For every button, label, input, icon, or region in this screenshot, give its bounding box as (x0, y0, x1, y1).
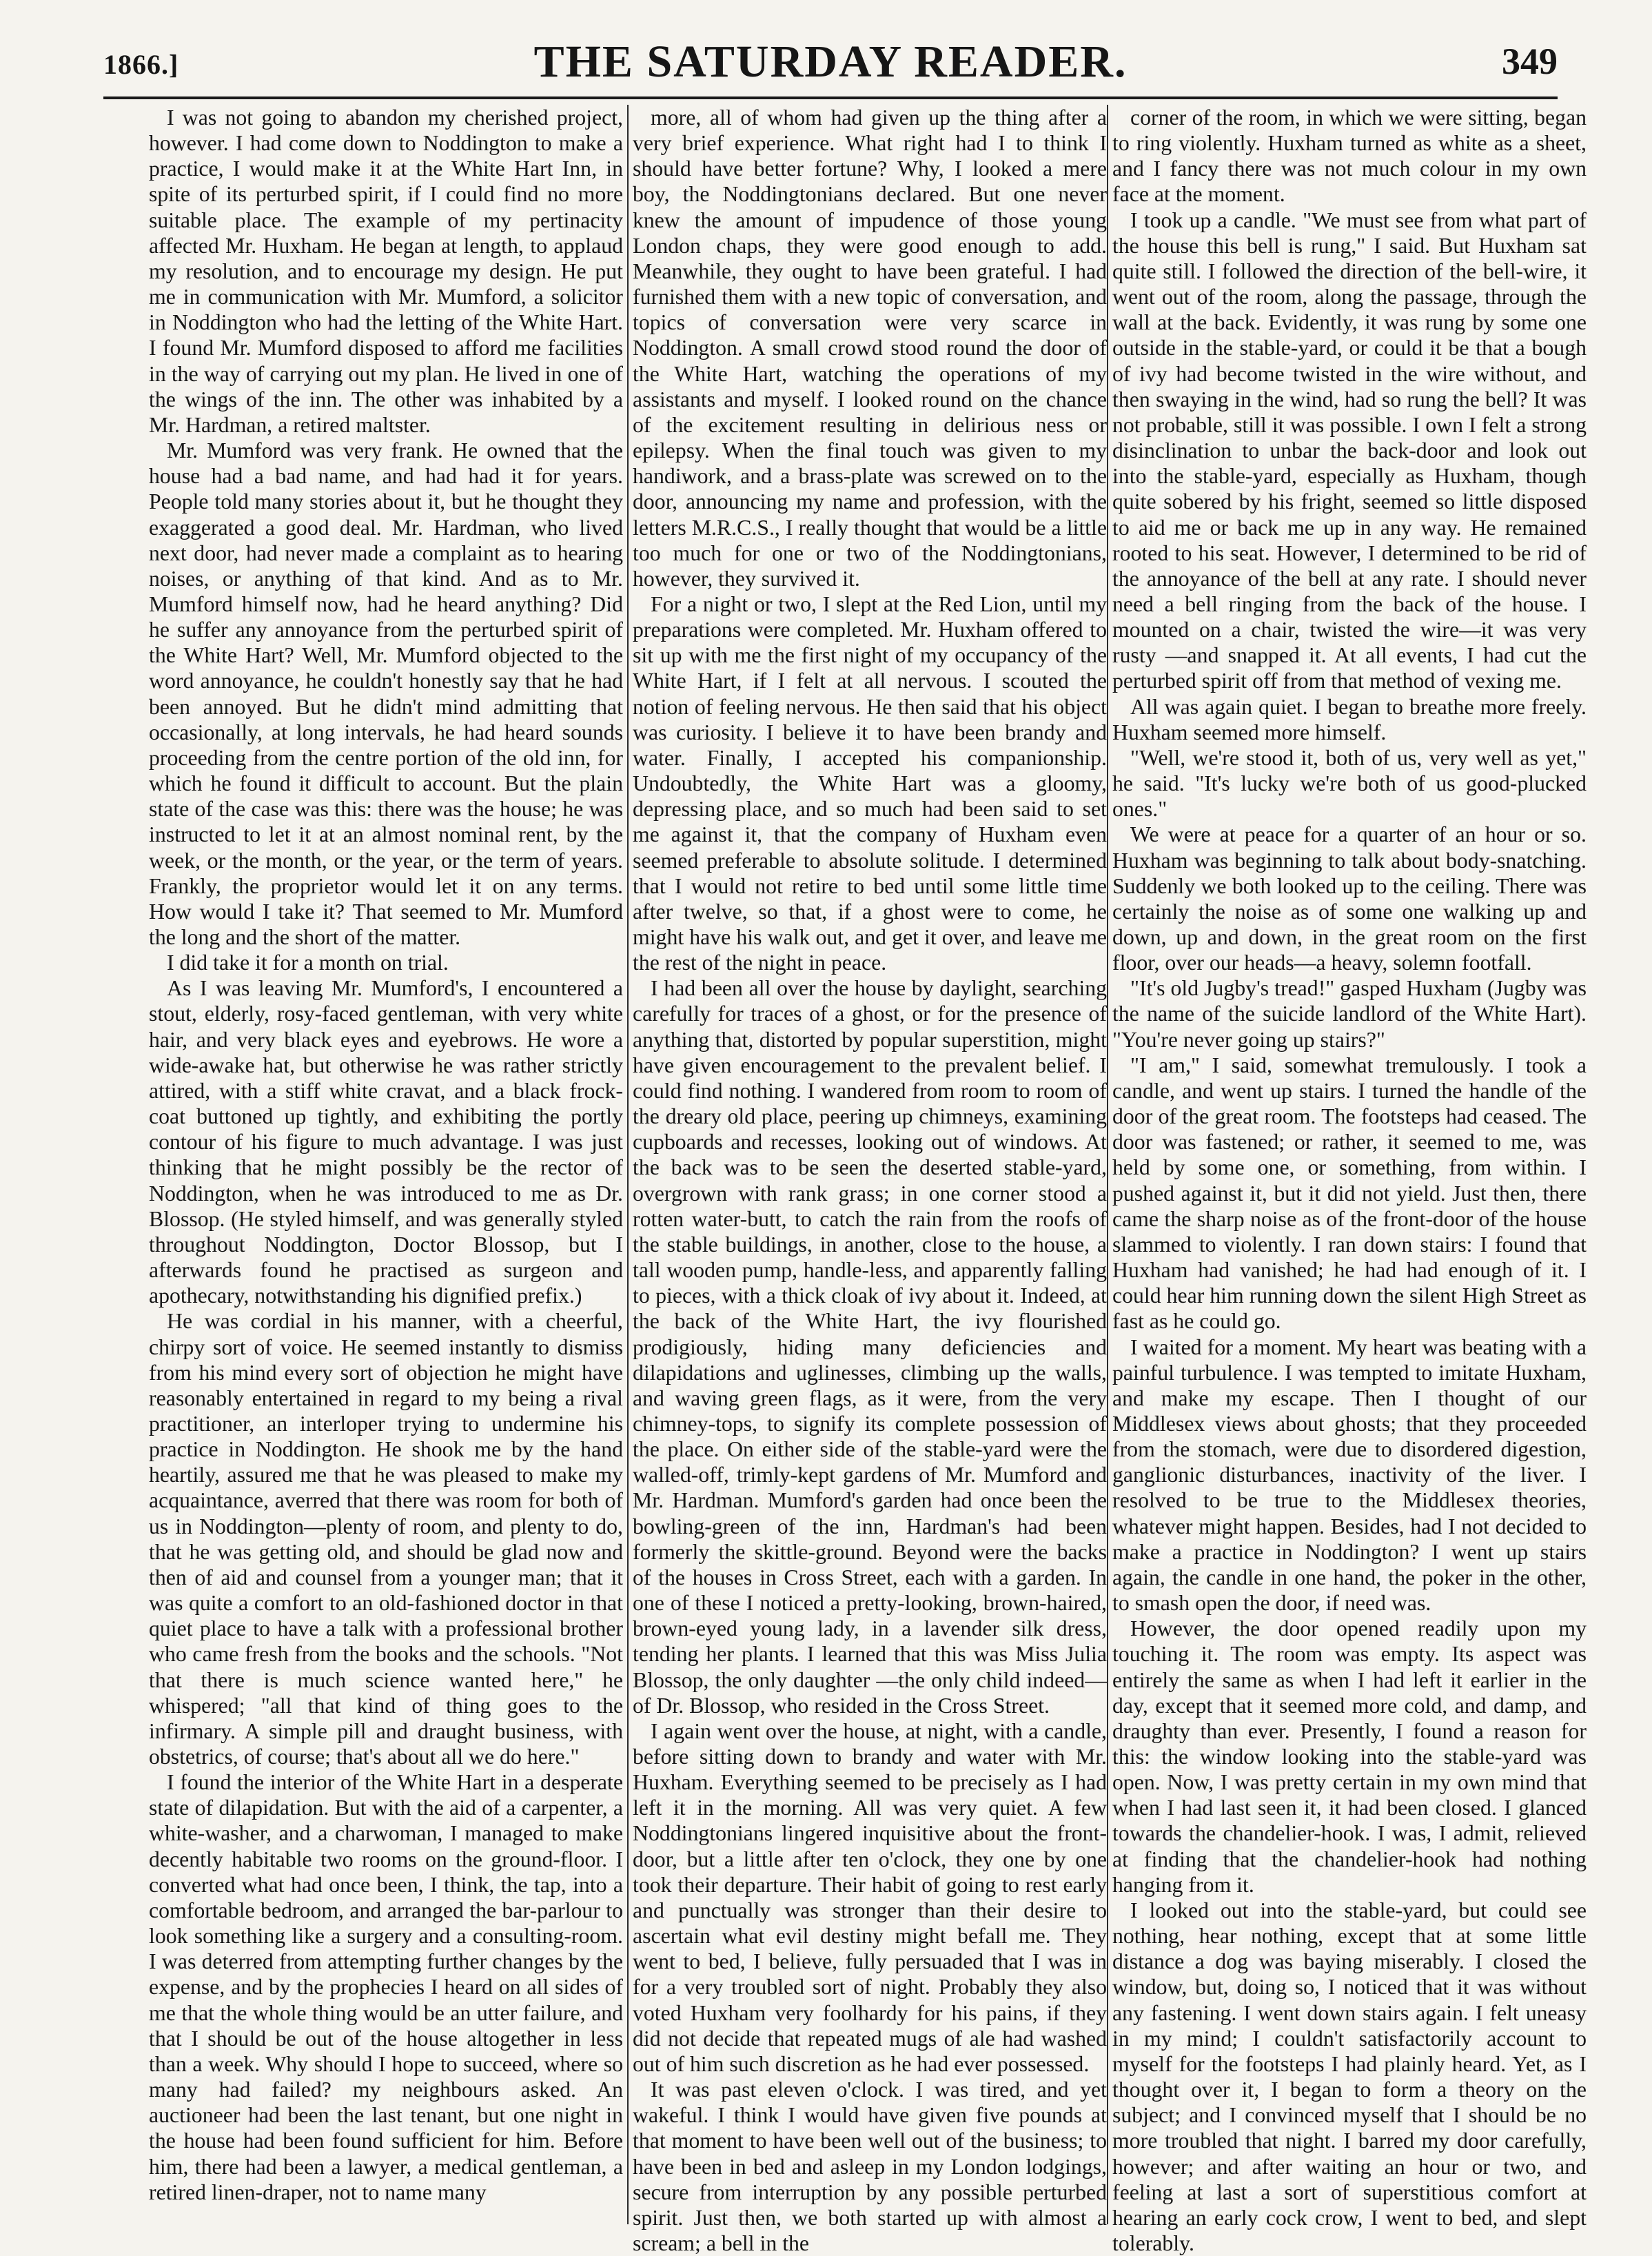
article-paragraph: I was not going to abandon my cherished project, however. I had come down to Noddington to make a practice, I would make it at the White Hart Inn, in spite of its perturbed spirit, if I could find no more suitable place. The example of my pertinacity affected Mr. Huxham. He began at length, to applaud my resolution, and to encourage my design. He put me in communication with Mr. Mumford, a solicitor in Noddington who had the letting of the White Hart. I found Mr. Mumford disposed to afford me facilities in the way of carrying out my plan. He lived in one of the wings of the inn. The other was inhabited by a Mr. Hardman, a retired maltster. (149, 105, 623, 437)
page-number: 349 (1502, 41, 1558, 82)
article-paragraph: I looked out into the stable-yard, but could see nothing, hear nothing, except that at some little distance a dog was baying miserably. I closed the window, but, doing so, I noticed that it was without any fastening. I went down stairs again. I felt uneasy in my mind; I couldn't satisfactorily account to myself for the footsteps I had plainly heard. Yet, as I thought over it, I began to form a theory on the subject; and I convinced myself that I should be no more troubled that night. I barred my door carefully, however; and after waiting an hour or two, and feeling at last a sort of superstitious comfort at hearing an early cock crow, I went to bed, and slept tolerably. (1112, 1898, 1587, 2255)
header-rule (103, 96, 1558, 99)
column-1 (149, 105, 623, 2221)
article-paragraph: I had been all over the house by daylight, searching carefully for traces of a ghost, or for the presence of anything that, distorted by popular superstition, might have given encouragement to the prevalent belief. I could find nothing. I wandered from room to room of the dreary old place, peering up chimneys, examining cupboards and recesses, looking out of windows. At the back was to be seen the deserted stable-yard, overgrown with rank grass; in one corner stood a rotten water-butt, to catch the rain from the roofs of the stable buildings, in another, close to the house, a tall wooden pump, handle-less, and apparently falling to pieces, with a thick cloak of ivy about it. Indeed, at the back of the White Hart, the ivy flourished prodigiously, hiding many deficiencies and dilapidations and uglinesses, climbing up the walls, and waving green flags, as it were, from the very chimney-tops, to signify its complete possession of the place. On either side of the stable-yard were the walled-off, trimly-kept gardens of Mr. Mumford and Mr. Hardman. Mumford's garden had once been the bowling-green of the inn, Hardman's had been formerly the skittle-ground. Beyond were the backs of the houses in Cross Street, each with a garden. In one of these I noticed a pretty-looking, brown-haired, brown-eyed young lady, in a lavender silk dress, tending her plants. I learned that this was Miss Julia Blossop, the only daughter —the only child indeed—of Dr. Blossop, who resided in the Cross Street. (633, 976, 1107, 1718)
article-paragraph: It was past eleven o'clock. I was tired, and yet wakeful. I think I would have given five pounds at that moment to have been well out of the business; to have been in bed and asleep in my London lodgings, secure from interruption by any possible perturbed spirit. Just then, we both started up with almost a scream; a bell in the (633, 2077, 1107, 2255)
article-paragraph: "Well, we're stood it, both of us, very well as yet," he said. "It's lucky we're both of us good-plucked ones." (1112, 745, 1587, 822)
article-paragraph: I found the interior of the White Hart in a desperate state of dilapidation. But with the aid of a carpenter, a white-washer, and a charwoman, I managed to make decently habitable two rooms on the ground-floor. I converted what had once been, I think, the tap, into a comfortable bedroom, and arranged the bar-parlour to look something like a surgery and a consulting-room. I was deterred from attempting further changes by the expense, and by the prophecies I heard on all sides of me that the whole thing would be an utter failure, and that I should be out of the house altogether in less than a week. Why should I hope to succeed, where so many had failed? my neighbours asked. An auctioneer had been the last tenant, but one night in the house had been found sufficient for him. Before him, there had been a lawyer, a medical gentleman, a retired linen-draper, not to name many (149, 1770, 623, 2204)
article-paragraph: However, the door opened readily upon my touching it. The room was empty. Its aspect was entirely the same as when I had left it earlier in the day, except that it seemed more cold, and damp, and draughty than ever. Presently, I found a reason for this: the window looking into the stable-yard was open. Now, I was pretty certain in my own mind that when I had last seen it, it had been closed. I glanced towards the chandelier-hook. I was, I admit, relieved at finding that the chandelier-hook had nothing hanging from it. (1112, 1616, 1587, 1897)
article-paragraph: corner of the room, in which we were sitting, began to ring violently. Huxham turned as white as a sheet, and I fancy there was not much colour in my own face at the moment. (1112, 105, 1587, 207)
column-divider (1107, 105, 1108, 2224)
publication-title: THE SATURDAY READER. (533, 37, 1128, 87)
article-paragraph: I waited for a moment. My heart was beating with a painful turbulence. I was tempted to imitate Huxham, and make my escape. Then I thought of our Middlesex views about ghosts; that they proceeded from the stomach, were due to disordered digestion, ganglionic disturbances, inactivity of the liver. I resolved to be true to the Middlesex theories, whatever might happen. Besides, had I not decided to make a practice in Noddington? I went up stairs again, the candle in one hand, the poker in the other, to smash open the door, if need was. (1112, 1334, 1587, 1616)
column-2 (633, 105, 1107, 2255)
article-paragraph: He was cordial in his manner, with a cheerful, chirpy sort of voice. He seemed instantly to dismiss from his mind every sort of objection he might have reasonably entertained in regard to my being a rival practitioner, an interloper trying to undermine his practice in Noddington. He shook me by the hand heartily, assured me that he was pleased to make my acquaintance, averred that there was room for both of us in Noddington—plenty of room, and plenty to do, that he was getting old, and should be glad now and then of aid and counsel from a younger man; that it was quite a comfort to an old-fashioned doctor in that quiet place to have a talk with a professional brother who came fresh from the books and the schools. "Not that there is much science wanted here," he whispered; "all that kind of thing goes to the infirmary. A simple pill and draught business, with obstetrics, of course; that's about all we do here." (149, 1309, 623, 1769)
article-paragraph: "I am," I said, somewhat tremulously. I took a candle, and went up stairs. I turned the handle of the door of the great room. The footsteps had ceased. The door was fastened; or rather, it seemed to me, was held by some one, or something, from within. I pushed against it, but it did not yield. Just then, there came the sharp noise as of the front-door of the house slammed to violently. I ran down stairs: I found that Huxham had vanished; he had had enough of it. I could hear him running down the silent High Street as fast as he could go. (1112, 1053, 1587, 1334)
column-3 (1112, 105, 1587, 2255)
article-paragraph: I again went over the house, at night, with a candle, before sitting down to brandy and water with Mr. Huxham. Everything seemed to be precisely as I had left it in the morning. All was very quiet. A few Noddingtonians lingered inquisitive about the front-door, but a little after ten o'clock, they one by one took their departure. Their habit of going to rest early and punctually was stronger than their desire to ascertain what evil destiny might befall me. They went to bed, I believe, fully persuaded that I was in for a very troubled sort of night. Probably they also voted Huxham very foolhardy for his pains, if they did not decide that repeated mugs of ale had washed out of him such discretion as he had ever possessed. (633, 1718, 1107, 2076)
article-paragraph: Mr. Mumford was very frank. He owned that the house had a bad name, and had had it for years. People told many stories about it, but he thought they exaggerated a good deal. Mr. Hardman, who lived next door, had never made a complaint as to hearing noises, or anything of that kind. And as to Mr. Mumford himself now, had he heard anything? Did he suffer any annoyance from the perturbed spirit of the White Hart? Well, Mr. Mumford objected to the word annoyance, he couldn't honestly say that he had been annoyed. But he didn't mind admitting that occasionally, at long intervals, he had heard sounds proceeding from the centre portion of the old inn, for which he found it difficult to account. But the plain state of the case was this: there was the house; he was instructed to let it at an almost nominal rent, by the week, or the month, or the year, or the term of years. Frankly, the proprietor would let it on any terms. How would I take it? That seemed to Mr. Mumford the long and the short of the matter. (149, 438, 623, 949)
column-divider (627, 105, 629, 2224)
article-paragraph: For a night or two, I slept at the Red Lion, until my preparations were completed. Mr. Huxham offered to sit up with me the first night of my occupancy of the White Hart, if I felt at all nervous. I scouted the notion of feeling nervous. He then said that his object was curiosity. I believe it to have been brandy and water. Finally, I accepted his companionship. Undoubtedly, the White Hart was a gloomy, depressing place, and so much had been said to set me against it, that the company of Huxham even seemed preferable to absolute solitude. I determined that I would not retire to bed until some little time after twelve, so that, if a ghost were to come, he might have his walk out, and get it over, and leave me the rest of the night in peace. (633, 591, 1107, 975)
article-paragraph: I did take it for a month on trial. (167, 951, 449, 975)
article-paragraph: more, all of whom had given up the thing after a very brief experience. What right had I to think I should have better fortune? Why, I looked a mere boy, the Noddingtonians declared. But one never knew the amount of impudence of those young London chaps, they were good enough to add. Meanwhile, they ought to have been grateful. I had furnished them with a new topic of conversation, and topics of conversation were very scarce in Noddington. A small crowd stood round the door of the White Hart, watching the operations of my assistants and myself. I looked round on the chance of the excitement resulting in delirious ness or epilepsy. When the final touch was given to my handiwork, and a brass-plate was screwed on to the door, announcing my name and profession, with the letters M.R.C.S., I really thought that would be a little too much for one or two of the Noddingtonians, however, they survived it. (633, 105, 1107, 591)
article-paragraph: I took up a candle. "We must see from what part of the house this bell is rung," I said. But Huxham sat quite still. I followed the direction of the bell-wire, it went out of the room, along the passage, through the wall at the back. Evidently, it was rung by some one outside in the stable-yard, or could it be that a bough of ivy had become twisted in the wire without, and then swaying in the wind, had so rung the bell? It was not probable, still it was possible. I own I felt a strong disinclination to unbar the back-door and look out into the stable-yard, especially as Huxham, though quite sobered by his fright, seemed so little disposed to aid me or back me up in any way. He remained rooted to his seat. However, I determined to be rid of the annoyance of the bell at any rate. I should never need a bell ringing from the back of the house. I mounted on a chair, twisted the wire—it was very rusty —and snapped it. At all events, I had cut the perturbed spirit off from that method of vexing me. (1112, 207, 1587, 693)
article-paragraph: As I was leaving Mr. Mumford's, I encountered a stout, elderly, rosy-faced gentleman, with very white hair, and very black eyes and eyebrows. He wore a wide-awake hat, but otherwise he was rather strictly attired, with a stiff white cravat, and a black frock-coat buttoned up tightly, and exhibiting the portly contour of his figure to much advantage. I was just thinking that he might possibly be the rector of Noddington, when he was introduced to me as Dr. Blossop. (He styled himself, and was generally styled throughout Noddington, Doctor Blossop, but I afterwards found he practised as surgeon and apothecary, notwithstanding his dignified prefix.) (149, 976, 623, 1308)
header-date: 1866.] (103, 49, 179, 80)
page-header (103, 36, 1558, 98)
article-paragraph: We were at peace for a quarter of an hour or so. Huxham was beginning to talk about body-snatching. Suddenly we both looked up to the ceiling. There was certainly the noise as of some one walking up and down, up and down, in the great room on the first floor, over our heads—a heavy, solemn footfall. (1112, 822, 1587, 975)
article-paragraph: "It's old Jugby's tread!" gasped Huxham (Jugby was the name of the suicide landlord of the White Hart). "You're never going up stairs?" (1112, 976, 1587, 1052)
article-paragraph: All was again quiet. I began to breathe more freely. Huxham seemed more himself. (1112, 694, 1587, 744)
